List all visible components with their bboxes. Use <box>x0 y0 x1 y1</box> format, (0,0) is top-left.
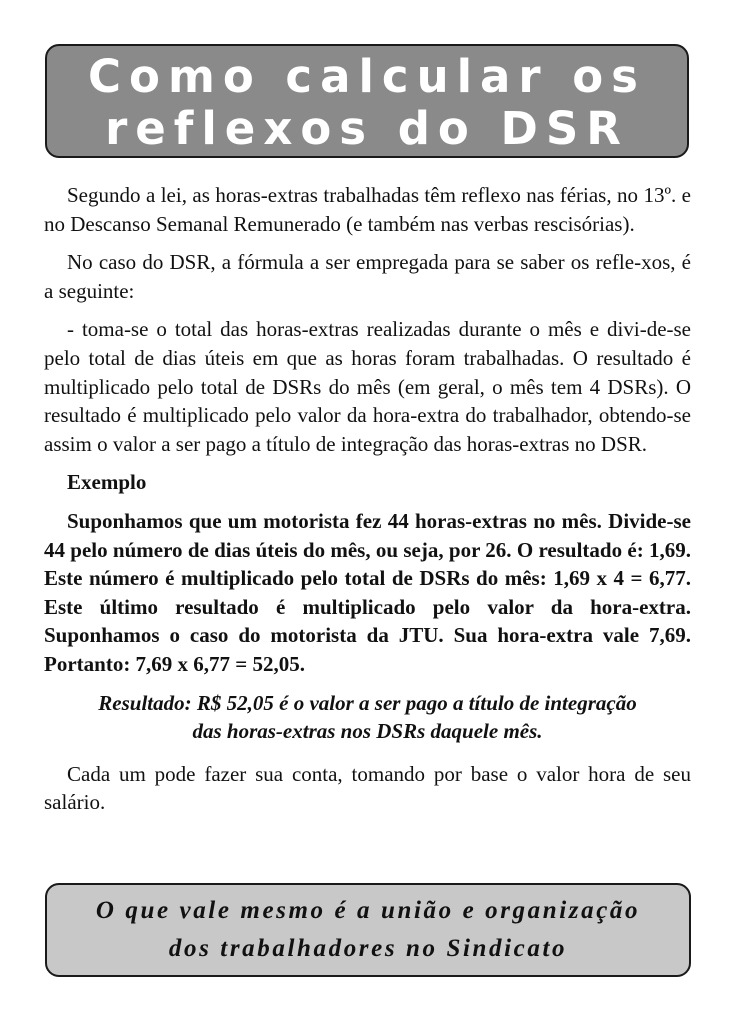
result-line-2: das horas-extras nos DSRs daquele mês. <box>192 719 543 744</box>
article-body <box>44 181 691 827</box>
title-line-1: Como calcular os <box>88 50 646 103</box>
result-statement <box>44 689 691 746</box>
example-heading: Exemplo <box>67 470 147 495</box>
footer-line-2: dos trabalhadores no Sindicato <box>168 935 568 962</box>
result-line-1: Resultado: R$ 52,05 é o valor a ser pago a título de integração <box>98 690 637 715</box>
paragraph-intro: Segundo a lei, as horas-extras trabalhadas têm reflexo nas férias, no 13º. e no Descanso Semanal Remunerado (e também nas verbas rescisórias). <box>44 183 691 236</box>
paragraph-formula-intro: No caso do DSR, a fórmula a ser empregada para se saber os refle-xos, é a seguinte: <box>44 250 691 303</box>
title-banner <box>45 44 689 158</box>
title-line-2: reflexos do DSR <box>105 102 629 155</box>
paragraph-closing: Cada um pode fazer sua conta, tomando por base o valor hora de seu salário. <box>44 761 691 815</box>
footer-line-1: O que vale mesmo é a união e organização <box>95 897 641 924</box>
example-paragraph: Suponhamos que um motorista fez 44 horas-extras no mês. Divide-se 44 pelo número de dias úteis do mês, ou seja, por 26. O resultado é: 1,69. Este número é multiplicado pelo total de DSRs do mês: 1,69 x 4 = 6,77. Este último resultado é multiplicado pelo valor da hora-extra. Suponhamos o caso do motorista da JTU. Sua hora-extra vale 7,69. Portanto: 7,69 x 6,77 = 52,05. <box>44 508 691 676</box>
paragraph-formula: - toma-se o total das horas-extras realizadas durante o mês e divi-de-se pelo total de dias úteis em que as horas foram trabalhadas. O resultado é multiplicado pelo total de DSRs do mês (em geral, o mês tem 4 DSRs). O resultado é multiplicado pelo valor da hora-extra do trabalhador, obtendo-se assim o valor a ser pago a título de integração das horas-extras no DSR. <box>44 317 691 456</box>
footer-banner <box>45 883 691 977</box>
